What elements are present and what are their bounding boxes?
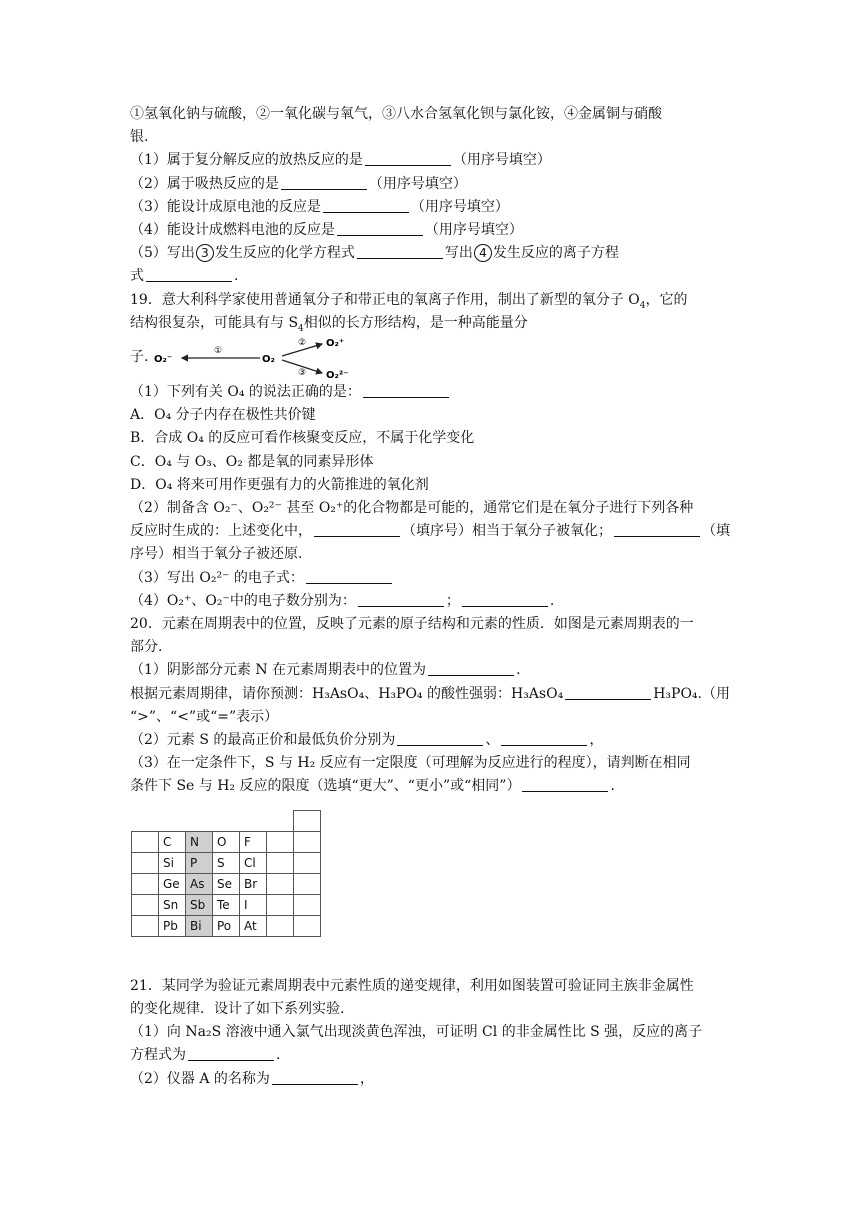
q18-part1 xyxy=(130,149,735,172)
q18-line2: 银. xyxy=(130,129,149,146)
q18-part2-text: （2）属于吸热反应的是 xyxy=(130,175,279,192)
period: . xyxy=(516,662,521,679)
q18-part4-tail: （用序号填空） xyxy=(424,222,523,239)
q21-sub2-text: （2）仪器 A 的名称为 xyxy=(130,1070,270,1087)
q19-intro3: 子. xyxy=(130,349,149,366)
element-cell: Sn xyxy=(159,895,186,916)
o2-minus-label: O₂⁻ xyxy=(154,354,173,366)
answer-blank[interactable] xyxy=(337,220,423,236)
table-cell-empty xyxy=(294,853,321,874)
table-row xyxy=(132,874,321,895)
table-cell-empty xyxy=(132,874,159,895)
circled-number: 3 xyxy=(196,244,214,262)
element-cell: O xyxy=(213,832,240,853)
arrow-2-label: ② xyxy=(298,338,307,349)
answer-blank[interactable] xyxy=(501,730,587,746)
answer-blank[interactable] xyxy=(272,1069,358,1085)
q18-part2-tail: （用序号填空） xyxy=(368,175,467,192)
q20-sub2-text: （2）元素 S 的最高正价和最低负价分别为 xyxy=(130,732,396,749)
separator: ， xyxy=(359,1070,374,1087)
q18-part5-d: 发生反应的离子方程 xyxy=(492,245,619,262)
q19-sub4 xyxy=(130,590,735,613)
element-cell: Se xyxy=(213,874,240,895)
q20-sub1 xyxy=(130,659,735,682)
period: . xyxy=(549,592,555,609)
q19-intro1-text: 19．意大利科学家使用普通氧分子和带正电的氧离子作用，制出了新型的氧分子 O xyxy=(130,291,640,308)
q20-sub2 xyxy=(130,729,735,752)
answer-blank[interactable] xyxy=(397,730,483,746)
q21-intro2: 的变化规律．设计了如下系列实验. xyxy=(130,1000,345,1017)
q19-option-c: C．O₄ 与 O₃、O₂ 都是氧的同素异形体 xyxy=(130,453,374,470)
table-row xyxy=(132,853,321,874)
table-row xyxy=(132,895,321,916)
q20-sub1b-b: H₃PO₄.（用 xyxy=(653,685,730,702)
answer-blank[interactable] xyxy=(428,660,514,676)
arrow-3-label: ③ xyxy=(298,368,307,379)
q18-part3-tail: （用序号填空） xyxy=(410,198,509,215)
q18-part5-cont: 式 . xyxy=(130,268,239,285)
q18-part2 xyxy=(130,173,735,196)
answer-blank[interactable] xyxy=(565,684,651,700)
answer-blank[interactable] xyxy=(314,521,400,537)
period: . xyxy=(610,778,615,795)
table-cell-empty xyxy=(294,874,321,895)
element-cell-shaded: Sb xyxy=(186,895,213,916)
q19-option-a: A．O₄ 分子内存在极性共价键 xyxy=(130,407,316,424)
q19-intro1 xyxy=(130,289,735,312)
q18-part1-text: （1）属于复分解反应的放热反应的是 xyxy=(130,152,363,169)
o2-label: O₂ xyxy=(262,354,276,366)
q19-sub2-b: 反应时生成的：上述变化中， xyxy=(130,523,312,540)
q19-intro1-tail: ，它的 xyxy=(645,291,688,308)
arrow-1-label: ① xyxy=(214,346,223,357)
table-cell-empty xyxy=(267,853,294,874)
answer-blank[interactable] xyxy=(358,591,444,607)
q20-sub3-line2 xyxy=(130,775,735,798)
oxygen-reaction-diagram xyxy=(152,335,362,381)
q18-part5 xyxy=(130,242,735,265)
period: . xyxy=(276,1047,281,1064)
answer-blank[interactable] xyxy=(323,197,409,213)
separator: ， xyxy=(589,732,604,749)
q19-sub1-text: （1）下列有关 O₄ 的说法正确的是： xyxy=(130,384,361,401)
o2-plus-label: O₂⁺ xyxy=(326,338,345,350)
element-cell: Po xyxy=(213,916,240,937)
element-cell: Ge xyxy=(159,874,186,895)
answer-blank[interactable] xyxy=(365,150,451,166)
table-cell-empty xyxy=(294,811,321,832)
q21-sub1-line1: （1）向 Na₂S 溶液中通入氯气出现淡黄色浑浊，可证明 Cl 的非金属性比 S 强，反应的离子 xyxy=(130,1024,703,1041)
element-cell: Cl xyxy=(240,853,267,874)
table-cell-empty xyxy=(132,853,159,874)
periodic-table xyxy=(131,810,321,937)
q21-sub1-b: 方程式为 xyxy=(130,1047,186,1064)
q18-part5-a: （5）写出 xyxy=(130,245,195,262)
q19-intro2-tail: 相似的长方形结构，是一种高能量分 xyxy=(303,314,528,331)
periodic-table-fragment xyxy=(131,810,321,937)
table-cell-empty xyxy=(294,916,321,937)
element-cell: Br xyxy=(240,874,267,895)
q19-sub2-line2 xyxy=(130,520,735,543)
table-cell-empty xyxy=(294,832,321,853)
q19-sub1 xyxy=(130,381,735,404)
q20-intro2: 部分. xyxy=(130,639,163,656)
element-cell-shaded: N xyxy=(186,832,213,853)
q18-part3-text: （3）能设计成原电池的反应是 xyxy=(130,198,321,215)
q19-option-d: D．O₄ 将来可用作更强有力的火箭推进的氧化剂 xyxy=(130,476,429,493)
answer-blank[interactable] xyxy=(357,243,443,259)
table-row xyxy=(132,916,321,937)
q20-intro1: 20．元素在周期表中的位置，反映了元素的原子结构和元素的性质．如图是元素周期表的一 xyxy=(130,616,694,633)
q18-part5-e: 式 xyxy=(130,268,144,285)
answer-blank[interactable] xyxy=(462,591,548,607)
q20-sub1c: “>”、“<”或“=”表示） xyxy=(130,708,279,725)
q21-sub1-line2 xyxy=(130,1044,735,1067)
table-cell-empty xyxy=(267,895,294,916)
q18-part3 xyxy=(130,196,735,219)
element-cell-shaded: P xyxy=(186,853,213,874)
document-body xyxy=(130,103,735,1091)
table-cell-empty xyxy=(132,895,159,916)
q19-intro2 xyxy=(130,312,735,335)
table-row xyxy=(132,811,321,832)
separator: 、 xyxy=(485,732,500,749)
q19-sub2-line3: 序号）相当于氧分子被还原. xyxy=(130,546,303,563)
table-cell-empty xyxy=(294,895,321,916)
q18-part4-text: （4）能设计成燃料电池的反应是 xyxy=(130,222,335,239)
table-cell-empty xyxy=(267,916,294,937)
answer-blank[interactable] xyxy=(614,521,700,537)
separator: ； xyxy=(445,592,460,609)
table-row xyxy=(132,832,321,853)
table-cell-empty xyxy=(267,874,294,895)
element-cell-shaded: Bi xyxy=(186,916,213,937)
circled-number: 4 xyxy=(474,244,492,262)
element-cell: Te xyxy=(213,895,240,916)
q19-sub4-text: （4）O₂⁺、O₂⁻中的电子数分别为： xyxy=(130,592,356,609)
q19-sub2-c: （填序号）相当于氧分子被氧化； xyxy=(402,523,612,540)
element-cell: At xyxy=(240,916,267,937)
q20-sub3-line1: （3）在一定条件下，S 与 H₂ 反应有一定限度（可理解为反应进行的程度），请判断在相同 xyxy=(130,755,691,772)
q19-sub2-d: （填 xyxy=(702,523,730,540)
answer-blank[interactable] xyxy=(188,1045,274,1061)
q19-intro2-text: 结构很复杂，可能具有与 S xyxy=(130,314,299,331)
o2-2minus-label: O₂²⁻ xyxy=(326,370,349,382)
q18-part5-c: 写出 xyxy=(444,245,473,262)
answer-blank[interactable] xyxy=(363,382,449,398)
element-cell: S xyxy=(213,853,240,874)
element-cell: C xyxy=(159,832,186,853)
q19-option-b: B．合成 O₄ 的反应可看作核聚变反应，不属于化学变化 xyxy=(130,430,475,447)
table-cell-empty xyxy=(132,916,159,937)
answer-blank[interactable] xyxy=(146,266,232,282)
element-cell-shaded: As xyxy=(186,874,213,895)
q18-part5-b: 发生反应的化学方程式 xyxy=(214,245,355,262)
element-cell: Si xyxy=(159,853,186,874)
q19-sub2-line1: （2）制备含 O₂⁻、O₂²⁻ 甚至 O₂⁺的化合物都是可能的，通常它们是在氧分子进行下列各种 xyxy=(130,500,694,517)
q19-diagram-line xyxy=(130,335,735,381)
table-cell-empty xyxy=(267,832,294,853)
q21-intro1: 21．某同学为验证元素周期表中元素性质的递变规律，利用如图装置可验证同主族非金属性 xyxy=(130,977,694,994)
q20-sub1b-a: 根据元素周期律，请你预测：H₃AsO₄、H₃PO₄ 的酸性强弱：H₃AsO₄ xyxy=(130,685,564,702)
q21-sub2 xyxy=(130,1068,735,1091)
element-cell: I xyxy=(240,895,267,916)
q18-part4 xyxy=(130,219,735,242)
subscript: 4 xyxy=(298,323,304,334)
subscript: 4 xyxy=(639,300,646,311)
q18-line1: ①氢氧化钠与硫酸，②一氧化碳与氧气，③八水合氢氧化钡与氯化铵，④金属铜与硝酸 xyxy=(130,106,662,122)
q19-sub3 xyxy=(130,567,735,590)
q18-part1-tail: （用序号填空） xyxy=(452,152,551,169)
element-cell: Pb xyxy=(159,916,186,937)
q19-sub3-text: （3）写出 O₂²⁻ 的电子式： xyxy=(130,569,304,586)
element-cell: F xyxy=(240,832,267,853)
answer-blank[interactable] xyxy=(306,568,392,584)
q20-sub3-b: 条件下 Se 与 H₂ 反应的限度（选填“更大”、“更小”或“相同”） xyxy=(130,778,521,795)
answer-blank[interactable] xyxy=(281,174,367,190)
answer-blank[interactable] xyxy=(522,776,608,792)
table-cell-empty xyxy=(132,832,159,853)
q20-sub1b xyxy=(130,683,735,706)
q20-sub1-text: （1）阴影部分元素 N 在元素周期表中的位置为 xyxy=(130,662,427,679)
